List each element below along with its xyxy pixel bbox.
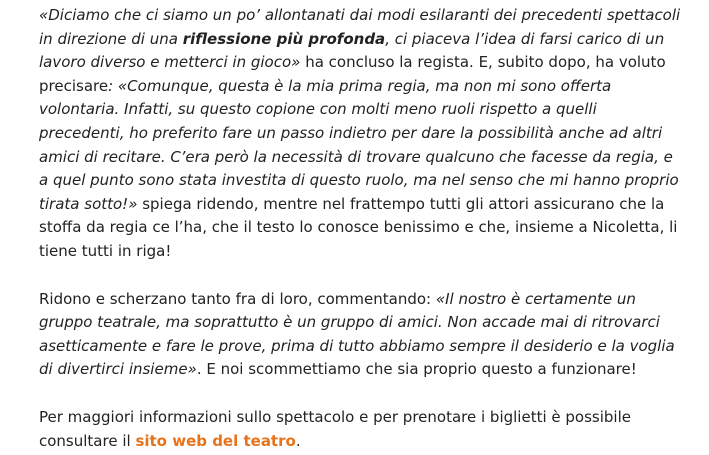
narration-4: . E noi scommettiamo che sia proprio questo a funzionare! [196,360,637,379]
narration-1-colon: : [108,76,114,95]
paragraph-1 [39,4,685,264]
quote-3: «Il nostro è certamente un gruppo teatrale, ma soprattutto è un gruppo di amici. Non accade mai di ritrovarci asetticamente e fare le prove, prima di tutto abbiamo sempre il desiderio e la voglia di divertirci insieme» [39,289,675,379]
quote-1-part-b: , ci piaceva l’idea di farsi carico di un lavoro diverso e metterci in gioco» [39,29,665,72]
quote-1-part-a: «Diciamo che ci siamo un po’ allontanati dai modi esilaranti dei precedenti spettacoli in direzione di una [39,6,681,48]
info-end: . [295,431,301,450]
narration-1: ha concluso la regista. E, subito dopo, ha voluto precisare [39,53,666,95]
quote-1-emphasis: riflessione più profonda [182,29,386,48]
narration-2: spiega ridendo, mentre nel frattempo tutti gli attori assicurano che la stoffa da regia ce l’ha, che il testo lo conosce benissimo e che, insieme a Nicoletta, li tiene tutti in riga! [39,194,678,260]
paragraph-2 [39,288,685,382]
quote-2: «Comunque, questa è la mia prima regia, ma non mi sono offerta volontaria. Infatti, su questo copione con molti meno ruoli rispetto a quelli precedenti, ho preferito fare un passo indietro per dare la possibilità anche ad altri amici di recitare. C’era però la necessità di trovare qualcuno che facesse da regia, e a quel punto sono stata investita di questo ruolo, ma nel senso che mi hanno proprio tirata sotto!» [39,76,679,213]
theater-website-link[interactable]: sito web del teatro [135,431,296,450]
paragraph-3 [39,406,685,453]
info-text: Per maggiori informazioni sullo spettacolo e per prenotare i biglietti è possibile consultare il [39,407,631,450]
narration-3: Ridono e scherzano tanto fra di loro, commentando: [39,289,436,308]
